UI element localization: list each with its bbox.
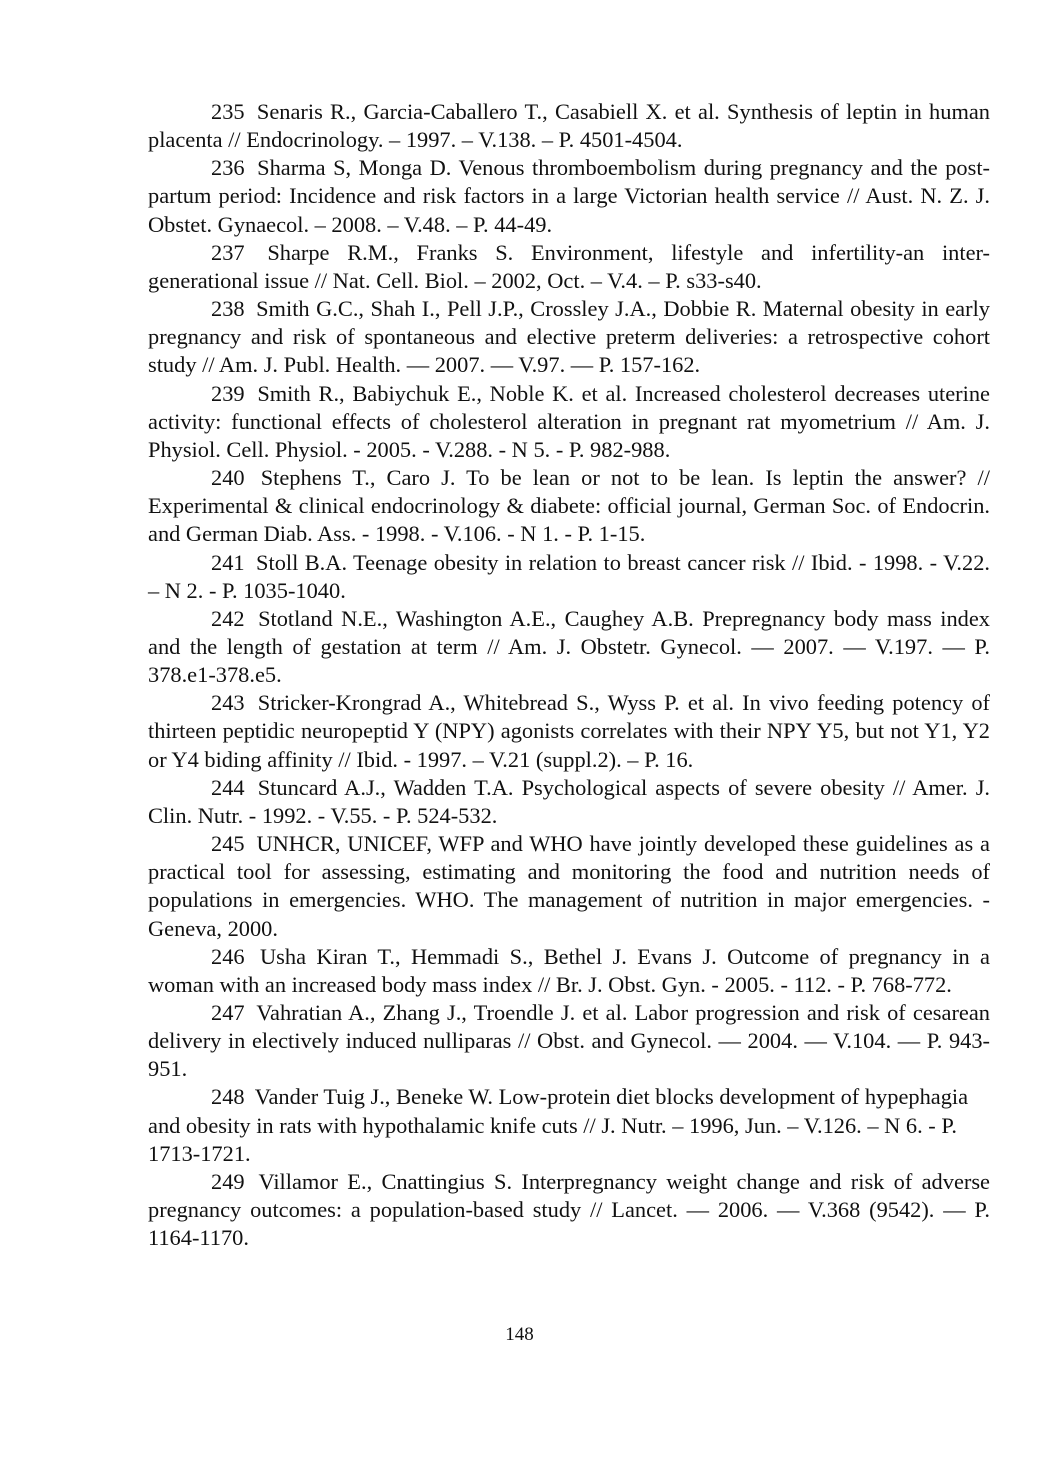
reference-text: Usha Kiran T., Hemmadi S., Bethel J. Evans J. Outcome of pregnancy in a woman with an increased body mass index // Br. J. Obst. Gyn. - 2005. - 112. - P. 768-772. [148, 943, 990, 997]
reference-entry [148, 943, 990, 999]
page-number: 148 [505, 1324, 534, 1345]
reference-entry [148, 549, 990, 605]
reference-number: 239 [211, 380, 245, 406]
reference-entry [148, 999, 990, 1083]
reference-entry [148, 154, 990, 238]
reference-entry [148, 689, 990, 773]
reference-entry [148, 295, 990, 379]
reference-entry [148, 830, 990, 943]
reference-entry [148, 239, 990, 295]
reference-text: Sharpe R.M., Franks S. Environment, lifestyle and infertility-an inter-generational issue // Nat. Cell. Biol. – 2002, Oct. – V.4. – P. s33-s40. [148, 239, 990, 293]
reference-text: Stricker-Krongrad A., Whitebread S., Wyss P. et al. In vivo feeding potency of thirteen peptidic neuropeptid Y (NPY) agonists correlates with their NPY Y5, but not Y1, Y2 or Y4 biding affinity // Ibid. - 1997. – V.21 (suppl.2). – P. 16. [148, 690, 990, 772]
reference-number: 246 [211, 943, 245, 969]
reference-text: Vander Tuig J., Beneke W. Low-protein diet blocks development of hypephagia and obesity in rats with hypothalamic knife cuts // J. Nutr. – 1996, Jun. – V.126. – N 6. - P. 1713-1721. [148, 1084, 969, 1166]
reference-entry [148, 1083, 990, 1167]
reference-text: Stuncard A.J., Wadden T.A. Psychological aspects of severe obesity // Amer. J. Clin. Nutr. - 1992. - V.55. - P. 524-532. [148, 774, 991, 828]
reference-number: 247 [211, 1000, 245, 1025]
reference-number: 248 [211, 1084, 245, 1110]
reference-entry [148, 774, 990, 830]
reference-number: 241 [211, 549, 245, 575]
reference-entry [148, 464, 990, 548]
reference-text: Sharma S, Monga D. Venous thromboembolism during pregnancy and the post-partum period: Incidence and risk factors in a large Victorian health service // Aust. N. Z. J. Obstet. Gynaecol. – 2008. – V.48. – P. 44-49. [148, 155, 990, 237]
reference-text: Smith G.C., Shah I., Pell J.P., Crossley J.A., Dobbie R. Maternal obesity in early pregnancy and risk of spontaneous and elective preterm deliveries: a retrospective cohort study // Am. J. Publ. Health. — 2007. — V.97. — P. 157-162. [148, 296, 990, 378]
reference-text: Vahratian A., Zhang J., Troendle J. et al. Labor progression and risk of cesarean delivery in electively induced nulliparas // Obst. and Gynecol. — 2004. — V.104. — P. 943-951. [148, 1000, 990, 1082]
reference-number: 242 [211, 605, 245, 631]
reference-text: Stoll B.A. Teenage obesity in relation to breast cancer risk // Ibid. - 1998. - V.22. – N 2. - P. 1035-1040. [148, 549, 990, 603]
reference-number: 244 [211, 774, 245, 800]
reference-number: 243 [211, 690, 245, 716]
reference-text: Villamor E., Cnattingius S. Interpregnancy weight change and risk of adverse pregnancy outcomes: a population-based study // Lancet. — 2006. — V.368 (9542). — P. 1164-1170. [148, 1168, 990, 1251]
reference-number: 245 [211, 831, 245, 857]
reference-entry [148, 605, 990, 689]
reference-text: Stotland N.E., Washington A.E., Caughey A.B. Prepregnancy body mass index and the length of gestation at term // Am. J. Obstetr. Gynecol. — 2007. — V.197. — P. 378.e1-378.e5. [148, 605, 990, 688]
reference-number: 249 [211, 1168, 245, 1194]
reference-entry [148, 1168, 990, 1252]
reference-list [148, 98, 990, 1252]
reference-text: Smith R., Babiychuk E., Noble K. et al. Increased cholesterol decreases uterine activity: functional effects of cholesterol alteration in pregnant rat myometrium // Am. J. Physiol. Cell. Physiol. - 2005. - V.288. - N 5. - P. 982-988. [148, 380, 990, 462]
reference-text: Senaris R., Garcia-Caballero T., Casabiell X. et al. Synthesis of leptin in human placenta // Endocrinology. – 1997. – V.138. – P. 4501-4504. [148, 99, 990, 153]
reference-number: 237 [211, 239, 245, 265]
reference-number: 238 [211, 296, 245, 322]
reference-entry [148, 98, 990, 154]
reference-number: 236 [211, 155, 245, 181]
reference-entry [148, 380, 990, 464]
reference-text: UNHCR, UNICEF, WFP and WHO have jointly developed these guidelines as a practical tool for assessing, estimating and monitoring the food and nutrition needs of populations in emergencies. WHO. The management of nutrition in major emergencies. - Geneva, 2000. [148, 831, 990, 941]
reference-text: Stephens T., Caro J. To be lean or not to be lean. Is leptin the answer? // Experimental & clinical endocrinology & diabete: official journal, German Soc. of Endocrin. and German Diab. Ass. - 1998. - V.106. - N 1. - P. 1-15. [148, 465, 990, 547]
reference-number: 240 [211, 465, 245, 491]
reference-number: 235 [211, 99, 245, 124]
